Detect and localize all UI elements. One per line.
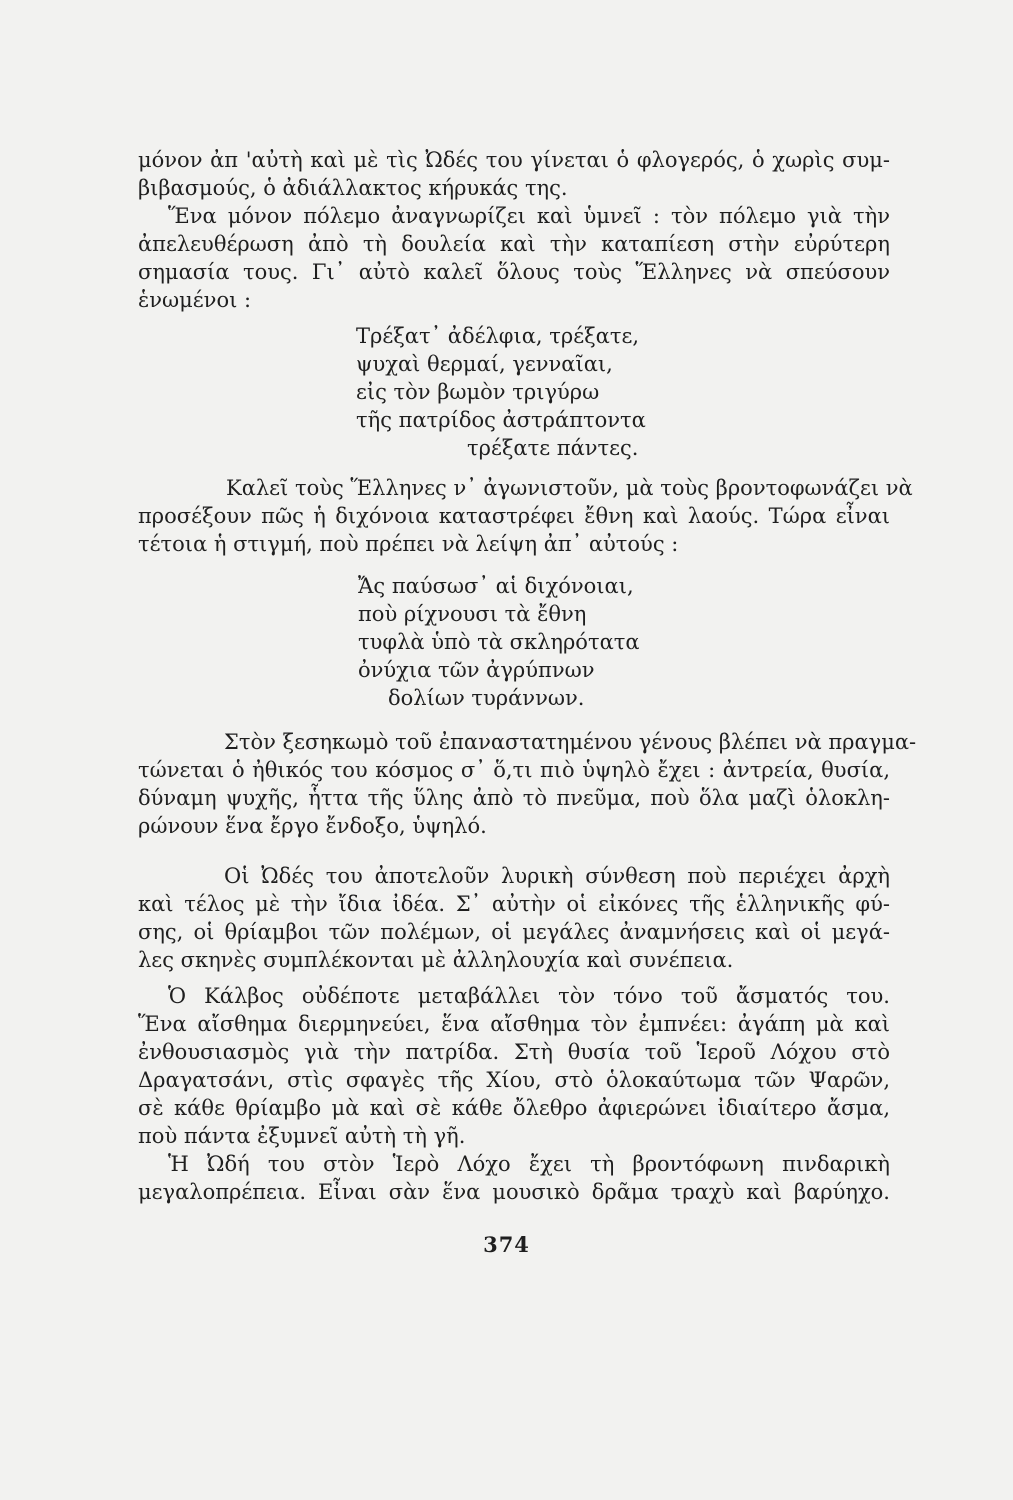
verse-line: Ἄς παύσωσ᾽ αἱ διχόνοιαι, [358,574,634,598]
verse-quote-2 [358,572,640,712]
text-line: τέτοια ἡ στιγμή, ποὺ πρέπει νὰ λείψη ἀπ᾽ αὐτούς : [138,532,679,556]
text-line: Ἡ Ὠδή του στὸν Ἱερὸ Λόχο ἔχει τὴ βροντόφωνη πινδαρικὴ [168,1152,890,1176]
paragraph-6 [138,982,890,1150]
paragraph-2 [138,202,890,314]
text-line: Στὸν ξεσηκωμὸ τοῦ ἐπαναστατημένου γένους βλέπει νὰ πραγμα- [224,730,917,754]
verse-line: τρέξατε πάντες. [467,436,639,460]
text-line: σημασία τους. Γι᾽ αὐτὸ καλεῖ ὅλους τοὺς Ἕλληνες νὰ σπεύσουν [138,260,890,284]
text-line: Καλεῖ τοὺς Ἕλληνες ν᾽ ἀγωνιστοῦν, μὰ τοὺς βροντοφωνάζει νὰ [226,476,913,500]
text-line: βιβασμούς, ὁ ἀδιάλλακτος κήρυκάς της. [138,176,568,200]
text-line: καὶ τέλος μὲ τὴν ἴδια ἰδέα. Σ᾽ αὐτὴν οἱ εἰκόνες τῆς ἑλληνικῆς φύ- [138,892,890,916]
page-number: 374 [483,1232,530,1257]
paragraph-4 [138,728,917,840]
text-line: Ἕνα μόνον πόλεμο ἀναγνωρίζει καὶ ὑμνεῖ : τὸν πόλεμο γιὰ τὴν [168,204,890,228]
text-line: Δραγατσάνι, στὶς σφαγὲς τῆς Χίου, στὸ ὁλοκαύτωμα τῶν Ψαρῶν, [138,1068,890,1092]
text-line: μόνον ἀπ 'αὐτὴ καὶ μὲ τὶς Ὠδές του γίνεται ὁ φλογερός, ὁ χωρὶς συμ- [138,148,890,172]
verse-line: ψυχαὶ θερμαί, γενναῖαι, [356,352,613,376]
text-line: ἀπελευθέρωση ἀπὸ τὴ δουλεία καὶ τὴν καταπίεση στὴν εὐρύτερη [138,232,890,256]
verse-line: τῆς πατρίδος ἀστράπτοντα [356,408,646,432]
paragraph-3 [138,474,913,558]
text-line: μεγαλοπρέπεια. Εἶναι σὰν ἕνα μουσικὸ δρᾶμα τραχὺ καὶ βαρύηχο. [138,1180,890,1204]
text-line: ἐνθουσιασμὸς γιὰ τὴν πατρίδα. Στὴ θυσία τοῦ Ἱεροῦ Λόχου στὸ [138,1040,890,1064]
verse-line: Τρέξατ᾽ ἀδέλφια, τρέξατε, [356,324,640,348]
paragraph-5 [138,862,890,974]
verse-quote-1 [356,322,646,462]
paragraph-7 [138,1150,890,1206]
text-line: ἑνωμένοι : [138,288,252,312]
paragraph-1 [138,146,890,202]
text-line: Ὁ Κάλβος οὐδέποτε μεταβάλλει τὸν τόνο τοῦ ἄσματός του. [168,984,890,1008]
text-line: δύναμη ψυχῆς, ἧττα τῆς ὕλης ἀπὸ τὸ πνεῦμα, ποὺ ὅλα μαζὶ ὁλοκλη- [138,786,890,810]
text-line: Οἱ Ὠδές του ἀποτελοῦν λυρικὴ σύνθεση ποὺ περιέχει ἀρχὴ [224,864,890,888]
text-line: τώνεται ὁ ἠθικός του κόσμος σ᾽ ὅ,τι πιὸ ὑψηλὸ ἔχει : ἀντρεία, θυσία, [138,758,890,782]
text-line: σης, οἱ θρίαμβοι τῶν πολέμων, οἱ μεγάλες ἀναμνήσεις καὶ οἱ μεγά- [138,920,890,944]
verse-line: ποὺ ρίχνουσι τὰ ἔθνη [358,602,587,626]
verse-line: τυφλὰ ὑπὸ τὰ σκληρότατα [358,630,640,654]
text-line: ρώνουν ἕνα ἔργο ἔνδοξο, ὑψηλό. [138,814,487,838]
verse-line: ὀνύχια τῶν ἀγρύπνων [358,658,595,682]
text-line: προσέξουν πῶς ἡ διχόνοια καταστρέφει ἔθνη καὶ λαούς. Τώρα εἶναι [138,504,890,528]
text-line: σὲ κάθε θρίαμβο μὰ καὶ σὲ κάθε ὄλεθρο ἀφιερώνει ἰδιαίτερο ἄσμα, [138,1096,890,1120]
verse-line: εἰς τὸν βωμὸν τριγύρω [356,380,600,404]
text-line: λες σκηνὲς συμπλέκονται μὲ ἀλληλουχία καὶ συνέπεια. [138,948,734,972]
text-line: ποὺ πάντα ἐξυμνεῖ αὐτὴ τὴ γῆ. [138,1124,466,1148]
text-line: Ἕνα αἴσθημα διερμηνεύει, ἕνα αἴσθημα τὸν ἐμπνέει: ἀγάπη μὰ καὶ [138,1012,890,1036]
verse-line: δολίων τυράννων. [388,686,585,710]
